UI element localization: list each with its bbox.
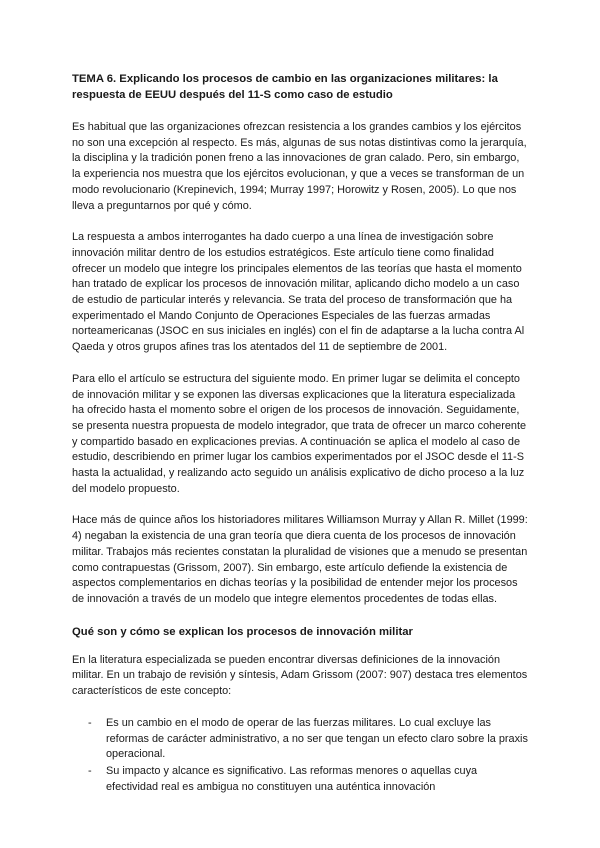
paragraph: Para ello el artículo se estructura del siguiente modo. En primer lugar se delimita el concepto de innovación militar y se exponen las diversas explicaciones que la literatura especializada ha ofrecido hasta el momento sobre el origen de los procesos de innovación. Seguidamente, se presenta nuestra propuesta de modelo integrador, que trata de ofrecer un marco coherente y compartido basado en explicaciones previas. A continuación se aplica el modelo al caso de estudio, describiendo en primer lugar los cambios experimentados por el JSOC desde el 11-S hasta la actualidad, y realizando acto seguido un análisis explicativo de dicho proceso a la luz del modelo propuesto.: [72, 372, 527, 495]
section-heading: Qué son y cómo se explican los procesos de innovación militar: [72, 625, 413, 638]
dash-marker: -: [88, 764, 92, 777]
dash-marker: -: [88, 716, 92, 729]
list-item-text: Es un cambio en el modo de operar de las fuerzas militares. Lo cual excluye las reformas de carácter administrativo, a no ser que tengan un efecto claro sobre la praxis operacional.: [106, 716, 528, 761]
list-item: [88, 716, 528, 763]
paragraph: La respuesta a ambos interrogantes ha dado cuerpo a una línea de investigación sobre innovación militar dentro de los estudios estratégicos. Este artículo tiene como finalidad ofrecer un modelo que integre los principales elementos de las teorías que hasta el momento han tratado de explicar los procesos de innovación militar, aplicando dicho modelo a un caso de estudio de particular interés y relevancia. Se trata del proceso de transformación que ha experimentado el Mando Conjunto de Operaciones Especiales de las fuerzas armadas norteamericanas (JSOC en sus iniciales en inglés) con el fin de adaptarse a la lucha contra Al Qaeda y otros grupos afines tras los atentados del 11 de septiembre de 2001.: [72, 231, 525, 354]
list-item-text: Su impacto y alcance es significativo. Las reformas menores o aquellas cuya efectividad real es ambigua no constituyen una auténtica innovación: [106, 764, 478, 793]
list-item: [88, 764, 528, 795]
characteristics-list: [72, 716, 528, 796]
paragraph: Hace más de quince años los historiadores militares Williamson Murray y Allan R. Millet (1999: 4) negaban la existencia de una gran teoría que diera cuenta de los procesos de innovación militar. Trabajos más recientes constatan la pluralidad de visiones que a menudo se presentan como contrapuestas (Grissom, 2007). Sin embargo, este artículo defiende la existencia de aspectos complementarios en dichas teorías y la posibilidad de entender mejor los procesos de innovación a través de un modelo que integre elementos procedentes de todas ellas.: [72, 514, 528, 605]
document-title: TEMA 6. Explicando los procesos de cambio en las organizaciones militares: la respuesta de EEUU después del 11-S como caso de estudio: [72, 73, 498, 101]
section-paragraph: En la literatura especializada se pueden encontrar diversas definiciones de la innovación militar. En un trabajo de revisión y síntesis, Adam Grissom (2007: 907) destaca tres elementos característicos de este concepto:: [72, 653, 528, 698]
paragraph: Es habitual que las organizaciones ofrezcan resistencia a los grandes cambios y los ejércitos no son una excepción al respecto. Es más, algunas de sus notas distintivas como la jerarquía, la disciplina y la tradición ponen freno a las innovaciones de gran calado. Pero, sin embargo, la experiencia nos muestra que los ejércitos evolucionan, y que a veces se transforman de un modo revolucionario (Krepinevich, 1994; Murray 1997; Horowitz y Rosen, 2005). Lo que nos lleva a preguntarnos por qué y cómo.: [72, 121, 527, 212]
